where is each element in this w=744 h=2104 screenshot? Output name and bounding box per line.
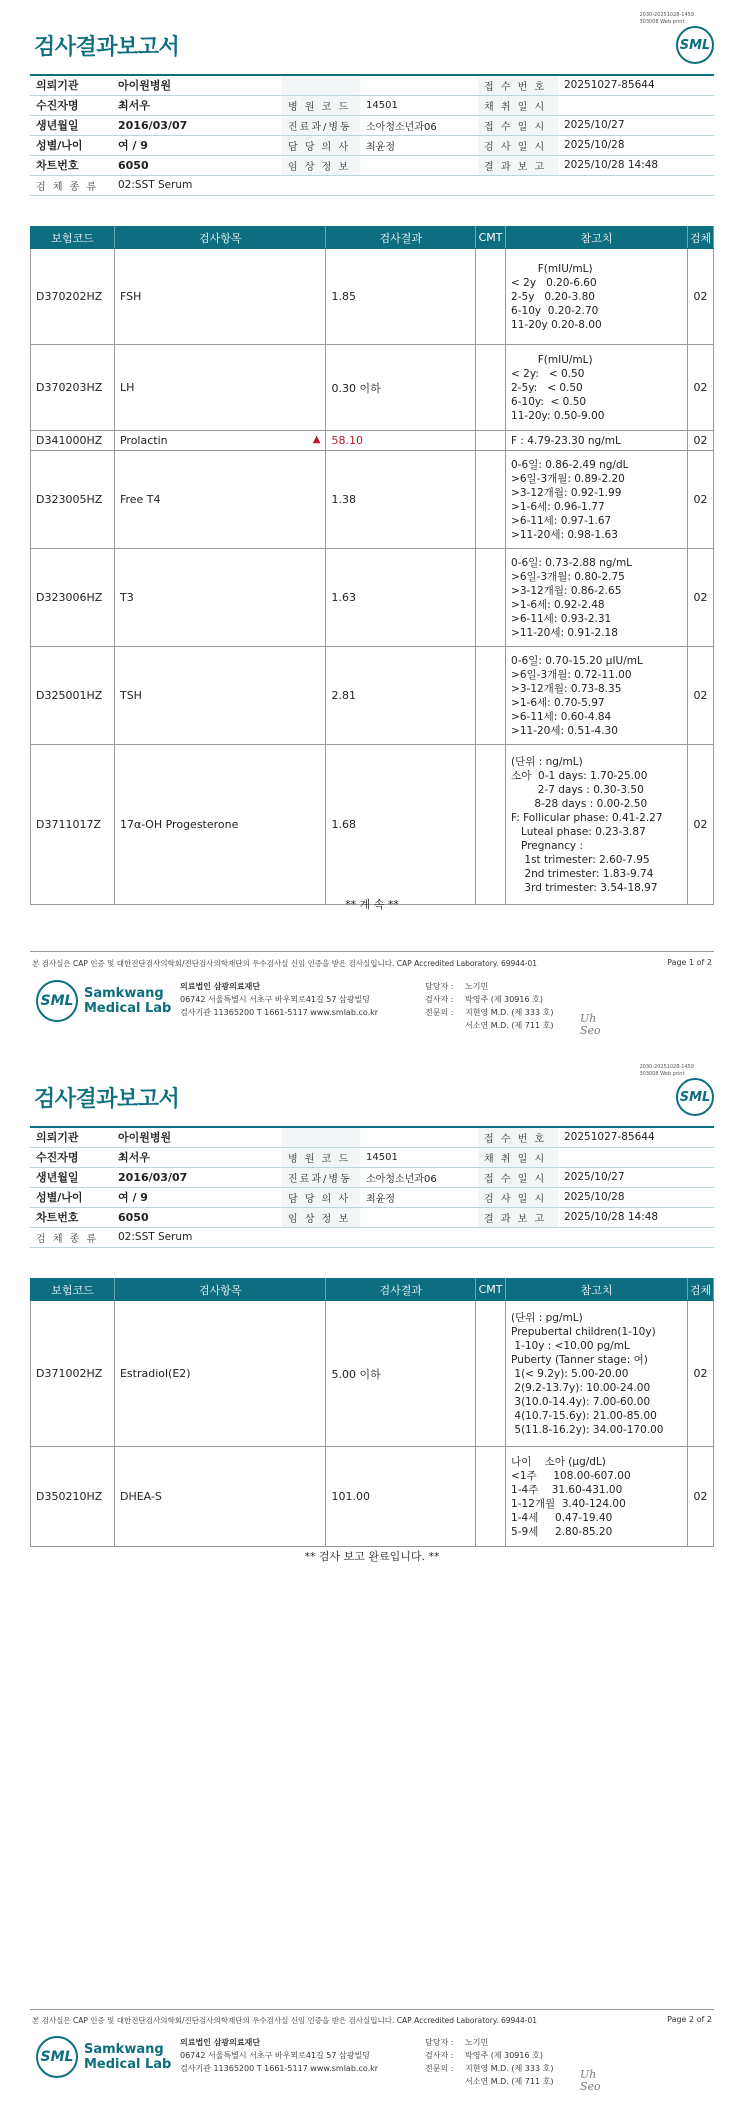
test-result: 5.00 이하 bbox=[326, 1301, 476, 1447]
info-value: 최서우 bbox=[112, 1147, 282, 1167]
lab-address: 의료법인 삼광의료재단 06742 서울특별시 서초구 바우뫼로41길 57 삼광빌딩 검사기관 11365200 T 1661-5117 www.smlab.co.kr bbox=[180, 2038, 379, 2073]
specimen-row bbox=[30, 1227, 714, 1247]
patient-info-table bbox=[30, 1126, 714, 1248]
comment-cell bbox=[476, 249, 506, 345]
test-item bbox=[114, 647, 326, 745]
print-meta: 2030-20251028-1459 303008 Web print bbox=[639, 12, 694, 25]
info-label: 접 수 일 시 bbox=[478, 1167, 558, 1187]
test-item-name: Estradiol(E2) bbox=[119, 1367, 191, 1380]
column-header: CMT bbox=[476, 1279, 506, 1301]
info-label: 임 상 정 보 bbox=[282, 1207, 360, 1227]
info-value: 최윤정 bbox=[360, 1187, 478, 1207]
specimen-code: 02 bbox=[687, 249, 713, 345]
column-header: CMT bbox=[476, 227, 506, 249]
specimen-code: 02 bbox=[687, 431, 713, 451]
insurance-code: D370203HZ bbox=[31, 345, 115, 431]
info-value: 14501 bbox=[360, 95, 478, 115]
info-value: 아이원병원 bbox=[112, 75, 282, 95]
reference-range: 나이 소아 (µg/dL) <1주 108.00-607.00 1-4주 31.60-431.00 1-12개월 3.40-124.00 1-4세 0.47-19.40 5-9세 2.80-85.20 bbox=[506, 1447, 688, 1547]
info-value: 소아청소년과06 bbox=[360, 1167, 478, 1187]
info-label: 차트번호 bbox=[30, 1207, 112, 1227]
results-table bbox=[30, 226, 714, 905]
info-label: 병 원 코 드 bbox=[282, 95, 360, 115]
patient-info-row bbox=[30, 95, 714, 115]
info-label: 의뢰기관 bbox=[30, 75, 112, 95]
specimen-code: 02 bbox=[687, 345, 713, 431]
sml-logo: SML bbox=[676, 1078, 714, 1116]
column-header: 검사항목 bbox=[114, 1279, 326, 1301]
column-header: 검사결과 bbox=[326, 1279, 476, 1301]
info-value: 2025/10/27 bbox=[558, 115, 714, 135]
info-label: 생년월일 bbox=[30, 115, 112, 135]
patient-info-row bbox=[30, 135, 714, 155]
info-value: 2025/10/28 14:48 bbox=[558, 1207, 714, 1227]
info-label: 성별/나이 bbox=[30, 135, 112, 155]
result-row bbox=[31, 249, 714, 345]
info-value: 2025/10/28 14:48 bbox=[558, 155, 714, 175]
reference-range: F : 4.79-23.30 ng/mL bbox=[506, 431, 688, 451]
comment-cell bbox=[476, 1447, 506, 1547]
sml-mark-icon: SML bbox=[36, 980, 78, 1022]
info-label: 채 취 일 시 bbox=[478, 95, 558, 115]
column-header: 보험코드 bbox=[31, 1279, 115, 1301]
info-label: 수진자명 bbox=[30, 1147, 112, 1167]
patient-info-row bbox=[30, 115, 714, 135]
result-row bbox=[31, 745, 714, 905]
patient-info-row bbox=[30, 1207, 714, 1227]
test-item-name: 17α-OH Progesterone bbox=[119, 818, 239, 831]
specimen-code: 02 bbox=[687, 1301, 713, 1447]
comment-cell bbox=[476, 647, 506, 745]
sml-mark-icon: SML bbox=[36, 2036, 78, 2078]
high-flag-icon: ▲ bbox=[312, 434, 321, 445]
info-label: 차트번호 bbox=[30, 155, 112, 175]
info-value bbox=[558, 95, 714, 115]
column-header: 참고치 bbox=[506, 1279, 688, 1301]
column-header: 검사결과 bbox=[326, 227, 476, 249]
result-row bbox=[31, 1447, 714, 1547]
test-item-name: T3 bbox=[119, 591, 134, 604]
info-label: 검 사 일 시 bbox=[478, 135, 558, 155]
info-label: 수진자명 bbox=[30, 95, 112, 115]
result-row bbox=[31, 1301, 714, 1447]
signature: Uh Seo bbox=[580, 2068, 601, 2093]
info-label: 결 과 보 고 bbox=[478, 1207, 558, 1227]
test-item-name: Prolactin bbox=[119, 434, 168, 447]
comment-cell bbox=[476, 431, 506, 451]
info-value: 최서우 bbox=[112, 95, 282, 115]
info-value: 6050 bbox=[112, 155, 282, 175]
column-header: 참고치 bbox=[506, 227, 688, 249]
comment-cell bbox=[476, 1301, 506, 1447]
result-row bbox=[31, 451, 714, 549]
info-label: 접 수 번 호 bbox=[478, 75, 558, 95]
specimen-label: 검 체 종 류 bbox=[30, 1227, 112, 1247]
info-label: 생년월일 bbox=[30, 1167, 112, 1187]
info-value: 2025/10/28 bbox=[558, 135, 714, 155]
info-value: 2016/03/07 bbox=[112, 1167, 282, 1187]
info-label: 의뢰기관 bbox=[30, 1127, 112, 1147]
result-row bbox=[31, 431, 714, 451]
result-row bbox=[31, 345, 714, 431]
test-item bbox=[114, 549, 326, 647]
column-header: 검체 bbox=[687, 227, 713, 249]
cert-text: 본 검사실은 CAP 인증 및 대한진단검사의학회/진단검사의학재단의 우수검사실 신임 인증을 받은 검사실입니다. CAP Accredited Laboratory. 69944-01 bbox=[32, 959, 538, 968]
reference-range: 0-6일: 0.73-2.88 ng/mL >6일-3개월: 0.80-2.75 >3-12개월: 0.86-2.65 >1-6세: 0.92-2.48 >6-11세: 0.93-2.31 >11-20세: 0.91-2.18 bbox=[506, 549, 688, 647]
info-label: 병 원 코 드 bbox=[282, 1147, 360, 1167]
info-value bbox=[360, 1127, 478, 1147]
info-label: 채 취 일 시 bbox=[478, 1147, 558, 1167]
reference-range: 0-6일: 0.86-2.49 ng/dL >6일-3개월: 0.89-2.20 >3-12개월: 0.92-1.99 >1-6세: 0.96-1.77 >6-11세: 0.97-1.67 >11-20세: 0.98-1.63 bbox=[506, 451, 688, 549]
report-title: 검사결과보고서 bbox=[34, 1087, 180, 1112]
patient-info-row bbox=[30, 1127, 714, 1147]
info-label: 진료과/병동 bbox=[282, 115, 360, 135]
test-result: 58.10 bbox=[326, 431, 476, 451]
page-number: Page 2 of 2 bbox=[667, 2015, 712, 2024]
column-header: 검사항목 bbox=[114, 227, 326, 249]
reference-range: F(mIU/mL) < 2y: < 0.50 2-5y: < 0.50 6-10y: < 0.50 11-20y: 0.50-9.00 bbox=[506, 345, 688, 431]
info-label: 접 수 번 호 bbox=[478, 1127, 558, 1147]
sml-logo: SML bbox=[676, 26, 714, 64]
info-value bbox=[360, 1207, 478, 1227]
test-item bbox=[114, 431, 326, 451]
info-label: 접 수 일 시 bbox=[478, 115, 558, 135]
info-value: 6050 bbox=[112, 1207, 282, 1227]
test-result: 2.81 bbox=[326, 647, 476, 745]
specimen-label: 검 체 종 류 bbox=[30, 175, 112, 195]
results-table bbox=[30, 1278, 714, 1547]
reference-range: (단위 : ng/mL) 소아 0-1 days: 1.70-25.00 2-7 days : 0.30-3.50 8-28 days : 0.00-2.50 F: Follicular phase: 0.41-2.27 Luteal phase: 0.23-3.87 Pregnancy : 1st trimester: 2.60-7.95 2nd trimester: 1.83-9.74 3rd trimester: 3.54-18.97 bbox=[506, 745, 688, 905]
column-header: 검체 bbox=[687, 1279, 713, 1301]
patient-info-row bbox=[30, 155, 714, 175]
specimen-code: 02 bbox=[687, 647, 713, 745]
column-header: 보험코드 bbox=[31, 227, 115, 249]
specimen-code: 02 bbox=[687, 451, 713, 549]
specimen-value: 02:SST Serum bbox=[112, 175, 714, 195]
insurance-code: D323006HZ bbox=[31, 549, 115, 647]
test-result: 101.00 bbox=[326, 1447, 476, 1547]
test-item bbox=[114, 451, 326, 549]
lab-staff: 담당자 : 노기민 검사자 : 박영주 (제 30916 호) 전문의 : 지현영 M.D. (제 333 호) 서소연 M.D. (제 711 호) bbox=[425, 982, 554, 1030]
signature: Uh Seo bbox=[580, 1012, 601, 1037]
lab-staff: 담당자 : 노기민 검사자 : 박영주 (제 30916 호) 전문의 : 지현영 M.D. (제 333 호) 서소연 M.D. (제 711 호) bbox=[425, 2038, 554, 2086]
info-label: 결 과 보 고 bbox=[478, 155, 558, 175]
info-label: 담 당 의 사 bbox=[282, 1187, 360, 1207]
page-number: Page 1 of 2 bbox=[667, 958, 712, 967]
footer-logo: SML Samkwang Medical Lab bbox=[36, 980, 171, 1022]
reference-range: 0-6일: 0.70-15.20 µIU/mL >6일-3개월: 0.72-11.00 >3-12개월: 0.73-8.35 >1-6세: 0.70-5.97 >6-11세: 0.60-4.84 >11-20세: 0.51-4.30 bbox=[506, 647, 688, 745]
test-item-name: DHEA-S bbox=[119, 1490, 162, 1503]
info-label: 성별/나이 bbox=[30, 1187, 112, 1207]
specimen-code: 02 bbox=[687, 745, 713, 905]
specimen-row bbox=[30, 175, 714, 195]
info-value: 여 / 9 bbox=[112, 1187, 282, 1207]
test-item-name: Free T4 bbox=[119, 493, 161, 506]
patient-info-row bbox=[30, 1187, 714, 1207]
comment-cell bbox=[476, 549, 506, 647]
test-item bbox=[114, 745, 326, 905]
insurance-code: D3711017Z bbox=[31, 745, 115, 905]
reference-range: (단위 : pg/mL) Prepubertal children(1-10y) 1-10y : <10.00 pg/mL Puberty (Tanner stage: 여) 1(< 9.2y): 5.00-20.00 2(9.2-13.7y): 10.00-24.00 3(10.0-14.4y): 7.00-60.00 4(10.7-15.6y): 21.00-85.00 5(11.8-16.2y): 34.00-170.00 bbox=[506, 1301, 688, 1447]
specimen-code: 02 bbox=[687, 1447, 713, 1547]
test-result: 1.85 bbox=[326, 249, 476, 345]
result-row bbox=[31, 549, 714, 647]
info-value: 소아청소년과06 bbox=[360, 115, 478, 135]
print-meta: 2030-20251028-1459 303008 Web print bbox=[639, 1064, 694, 1077]
comment-cell bbox=[476, 345, 506, 431]
test-item bbox=[114, 249, 326, 345]
cert-text: 본 검사실은 CAP 인증 및 대한진단검사의학회/진단검사의학재단의 우수검사실 신임 인증을 받은 검사실입니다. CAP Accredited Laboratory. 69944-01 bbox=[32, 2016, 538, 2025]
report-title: 검사결과보고서 bbox=[34, 35, 180, 60]
lab-address: 의료법인 삼광의료재단 06742 서울특별시 서초구 바우뫼로41길 57 삼광빌딩 검사기관 11365200 T 1661-5117 www.smlab.co.kr bbox=[180, 982, 379, 1017]
info-value: 20251027-85644 bbox=[558, 75, 714, 95]
info-label: 진료과/병동 bbox=[282, 1167, 360, 1187]
test-result: 1.63 bbox=[326, 549, 476, 647]
comment-cell bbox=[476, 745, 506, 905]
info-value bbox=[360, 155, 478, 175]
info-value: 2025/10/28 bbox=[558, 1187, 714, 1207]
reference-range: F(mIU/mL) < 2y 0.20-6.60 2-5y 0.20-3.80 6-10y 0.20-2.70 11-20y 0.20-8.00 bbox=[506, 249, 688, 345]
test-item-name: LH bbox=[119, 381, 135, 394]
result-row bbox=[31, 647, 714, 745]
info-label bbox=[282, 1127, 360, 1147]
info-value bbox=[360, 75, 478, 95]
info-value: 2016/03/07 bbox=[112, 115, 282, 135]
complete-note: ** 검사 보고 완료입니다. ** bbox=[304, 1550, 440, 1563]
footer-divider bbox=[30, 2009, 714, 2010]
specimen-value: 02:SST Serum bbox=[112, 1227, 714, 1247]
insurance-code: D323005HZ bbox=[31, 451, 115, 549]
info-label: 검 사 일 시 bbox=[478, 1187, 558, 1207]
insurance-code: D370202HZ bbox=[31, 249, 115, 345]
patient-info-table bbox=[30, 74, 714, 196]
test-result: 0.30 이하 bbox=[326, 345, 476, 431]
test-item bbox=[114, 1301, 326, 1447]
test-item bbox=[114, 345, 326, 431]
info-value bbox=[558, 1147, 714, 1167]
continue-note: ** 계 속 ** bbox=[345, 898, 399, 911]
info-value: 여 / 9 bbox=[112, 135, 282, 155]
info-label bbox=[282, 75, 360, 95]
test-item-name: TSH bbox=[119, 689, 142, 702]
info-value: 14501 bbox=[360, 1147, 478, 1167]
footer-logo: SML Samkwang Medical Lab bbox=[36, 2036, 171, 2078]
comment-cell bbox=[476, 451, 506, 549]
info-value: 20251027-85644 bbox=[558, 1127, 714, 1147]
test-item-name: FSH bbox=[119, 290, 142, 303]
insurance-code: D341000HZ bbox=[31, 431, 115, 451]
test-result: 1.38 bbox=[326, 451, 476, 549]
insurance-code: D325001HZ bbox=[31, 647, 115, 745]
insurance-code: D371002HZ bbox=[31, 1301, 115, 1447]
info-value: 아이원병원 bbox=[112, 1127, 282, 1147]
info-label: 임 상 정 보 bbox=[282, 155, 360, 175]
insurance-code: D350210HZ bbox=[31, 1447, 115, 1547]
test-result: 1.68 bbox=[326, 745, 476, 905]
patient-info-row bbox=[30, 75, 714, 95]
info-value: 최윤정 bbox=[360, 135, 478, 155]
footer-divider bbox=[30, 951, 714, 952]
test-item bbox=[114, 1447, 326, 1547]
info-label: 담 당 의 사 bbox=[282, 135, 360, 155]
patient-info-row bbox=[30, 1147, 714, 1167]
info-value: 2025/10/27 bbox=[558, 1167, 714, 1187]
specimen-code: 02 bbox=[687, 549, 713, 647]
patient-info-row bbox=[30, 1167, 714, 1187]
